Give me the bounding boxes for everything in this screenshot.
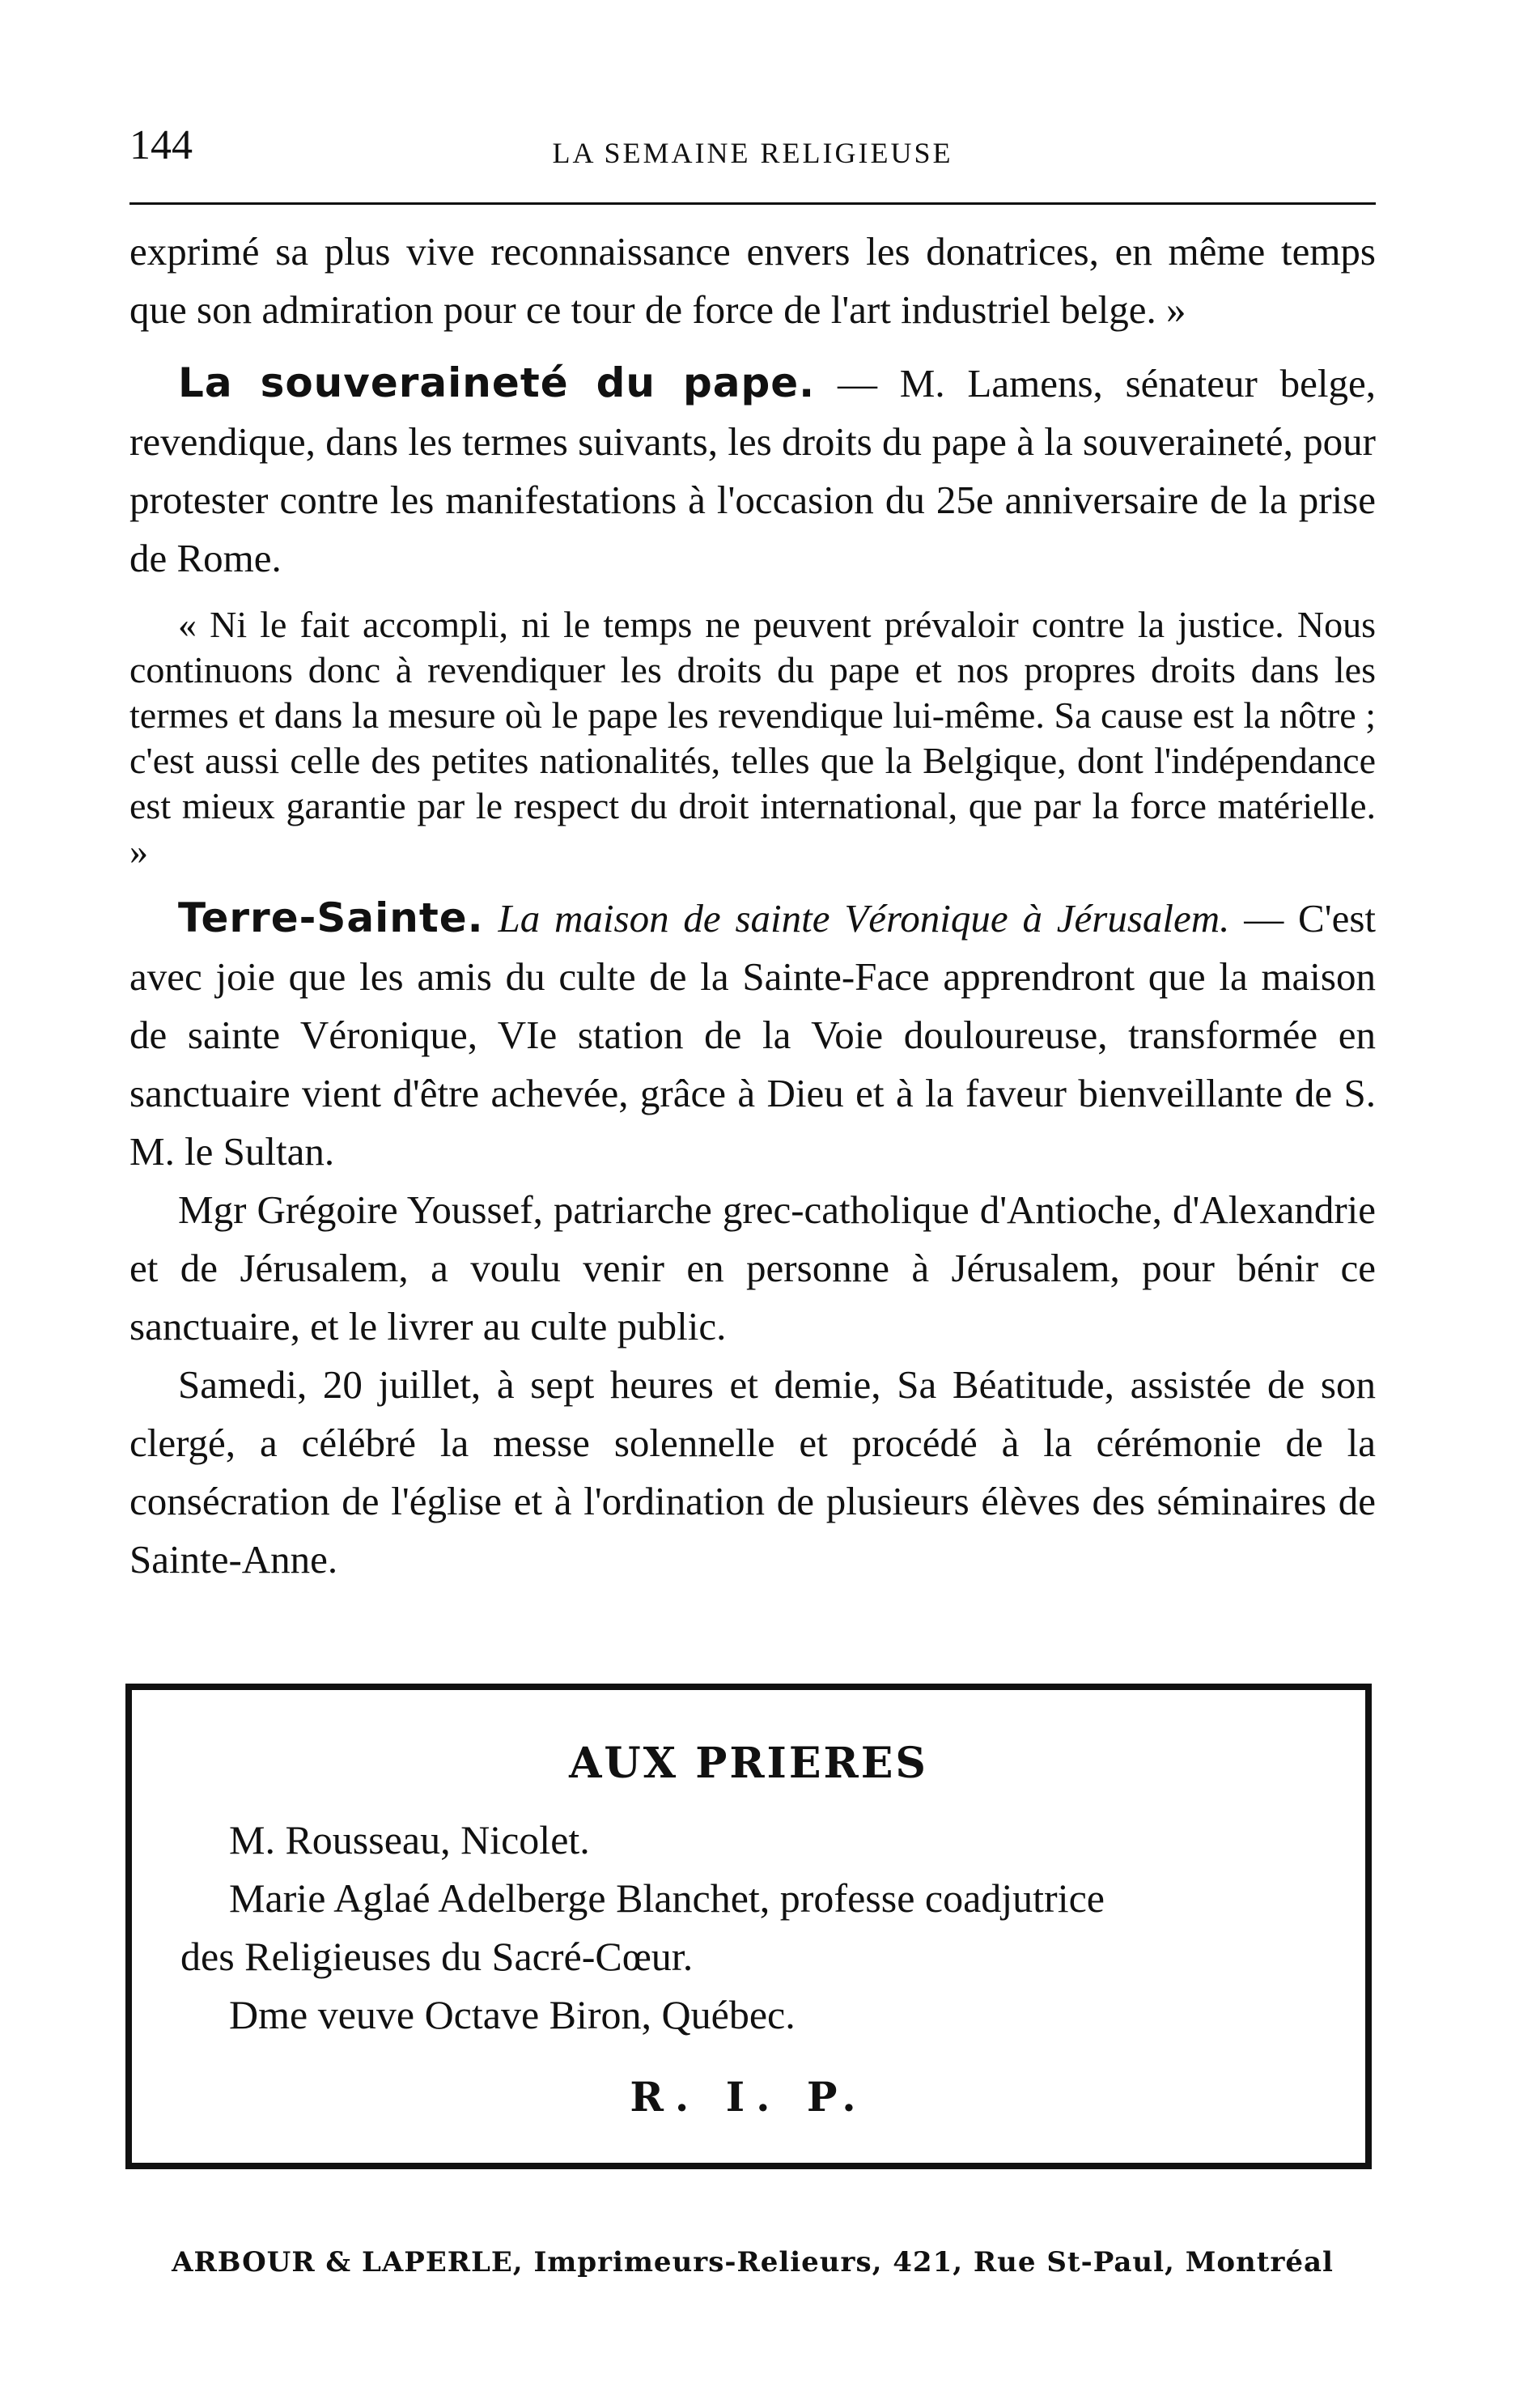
printer-imprint: ARBOUR & LAPERLE, Imprimeurs-Relieurs, 421, Rue St-Paul, Montréal <box>172 2246 1334 2278</box>
prayers-list <box>180 1811 1317 2044</box>
page-text <box>129 121 1376 1589</box>
header-rule <box>129 202 1376 205</box>
prayers-title: AUX PRIERES <box>569 1739 928 1788</box>
page-number: 144 <box>129 122 193 168</box>
section-souverainete <box>129 354 1376 588</box>
paragraph-samedi: Samedi, 20 juillet, à sept heures et demie, Sa Béatitude, assistée de son clergé, a célébré la messe solennelle et procédé à la cérémonie de la consécration de l'église et à l'ordination de plusieurs élèves des séminaires de Sainte-Anne. <box>129 1362 1376 1582</box>
paragraph-mgr-youssef: Mgr Grégoire Youssef, patriarche grec-catholique d'Antioche, d'Alexandrie et de Jérusalem, a voulu venir en personne à Jérusalem, pour bénir ce sanctuaire, et le livrer au culte public. <box>129 1187 1376 1348</box>
prayers-box <box>125 1684 1372 2169</box>
rip-closing: R. I. P. <box>630 2073 868 2121</box>
section-text-terre-sainte: — C'est avec joie que les amis du culte de la Sainte-Face apprendront que la maison de sainte Véronique, VIe station de la Voie douloureuse, transformée en sanctuaire vient d'être achevée, grâce à Dieu et à la faveur bienveillante de S. M. le Sultan. <box>129 896 1376 1174</box>
paragraph-continuation: exprimé sa plus vive reconnaissance envers les donatrices, en même temps que son admiration pour ce tour de force de l'art industriel belge. » <box>129 229 1376 332</box>
running-header <box>129 121 1376 178</box>
prayer-entry: M. Rousseau, Nicolet. <box>229 1817 590 1862</box>
section-heading-terre-sainte: Terre-Sainte. <box>178 894 484 941</box>
running-title: LA SEMAINE RELIGIEUSE <box>552 137 953 169</box>
section-terre-sainte <box>129 889 1376 1181</box>
quotation-paragraph: « Ni le fait accompli, ni le temps ne peuvent prévaloir contre la justice. Nous continuons donc à revendiquer les droits du pape et nos propres droits dans les termes et dans la mesure où le pape les revendique lui-même. Sa cause est la nôtre ; c'est aussi celle des petites nationalités, telles que la Belgique, dont l'indépendance est mieux garantie par le respect du droit international, que par la force matérielle. » <box>129 604 1376 872</box>
section-text-souverainete: — M. Lamens, sénateur belge, revendique, dans les termes suivants, les droits du pape à la souveraineté, pour protester contre les manifestations à l'occasion du 25e anniversaire de la prise de Rome. <box>129 361 1376 580</box>
section-heading-souverainete: La souveraineté du pape. <box>178 359 816 406</box>
prayer-entry: Dme veuve Octave Biron, Québec. <box>229 1992 796 2037</box>
prayer-entry: des Religieuses du Sacré-Cœur. <box>180 1934 694 1979</box>
prayer-entry: Marie Aglaé Adelberge Blanchet, professe coadjutrice <box>229 1875 1105 1921</box>
section-subtitle-terre-sainte: La maison de sainte Véronique à Jérusalem. <box>483 896 1230 941</box>
